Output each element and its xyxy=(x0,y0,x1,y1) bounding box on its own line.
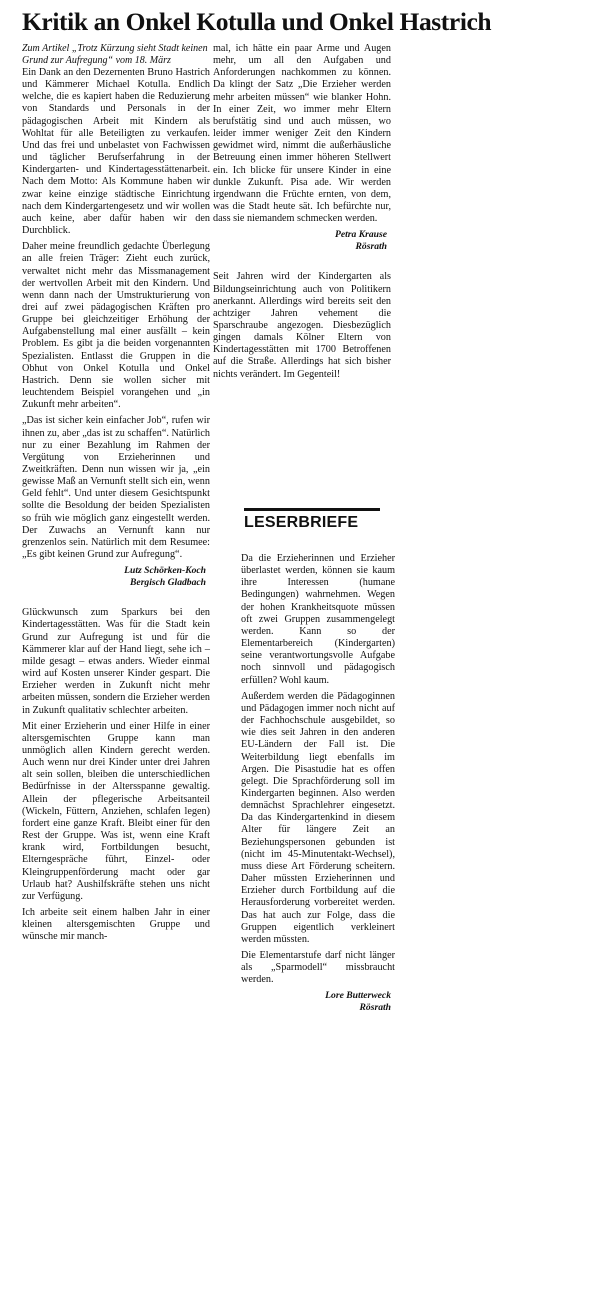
letter2-place: Rösrath xyxy=(355,241,387,253)
letter1-paragraph: Ein Dank an den Dezernenten Bruno Hastrich und Kämmerer Michael Kotulla. Endlich welche, die es kapiert haben die Reduzierung von Standards und Personals in der pädagogischen Arbeit mit Kindern als Wohltat für alle Beteiligten zu verkaufen. Und das frei und unbelastet von Fachwissen und täglicher Berufserfahrung in der Kindergarten- und Kindertagesstättenarbeit. Nach dem Motto: Als Kommune haben wir zwar keine einzige städtische Einrichtung nach dem Kindergartengesetz und wir wollen auch keine, aber dafür haben wir den Durchblick. xyxy=(22,67,210,237)
column-right xyxy=(241,553,395,1022)
letter1-author: Lutz Schörken-Koch xyxy=(124,565,206,577)
letter2-paragraph: Glückwunsch zum Sparkurs bei den Kindertagesstätten. Was für die Stadt kein Grund zur Aufregung ist und für die Kämmerer klar auf der Hand liegt, sehe ich – milde gesagt – etwas anders. Wieder einmal wird auf Kosten unserer Kinder gespart. Die Erzieher werden in Zukunft nicht mehr arbeiten müssen, sondern die Erzieher werden in Zukunft qualitativ schlechter arbeiten. xyxy=(22,607,210,716)
letter3-paragraph: Da die Erzieherinnen und Erzieher überlastet werden, können sie kaum ihre Interessen (humane Bedingungen) wahrnehmen. Wegen der hohen Krankheitsquote müssen oft zwei Gruppen zusammengelegt werden. Kann so der Elementarbereich (Kindergarten) seine verantwortungsvolle Aufgabe noch sinnvoll und pädagogisch erfüllen? Wohl kaum. xyxy=(241,553,395,686)
letter3-author: Lore Butterweck xyxy=(325,990,391,1002)
headline: Kritik an Onkel Kotulla und Onkel Hastrich xyxy=(22,7,492,36)
letter1-place: Bergisch Gladbach xyxy=(130,577,206,589)
letter1-paragraph: „Das ist sicher kein einfacher Job“, rufen wir ihnen zu, aber „das ist zu schaffen“. Natürlich nur zu einer Bezahlung im Rahmen der Vergütung von Erzieherinnen und Zweitkräften. Denn nun wissen wir ja, „ein gewisse Maß an Vernunft stellt sich ein, wenn Geld fehlt“. Und unter diesem Gesichtspunkt sollte die Besoldung der beiden Spezialisten so früh wie möglich ganz eingestellt werden. Der Zuwachs an Vernunft kann nur grenzenlos sein. Natürlich mit dem Resumee: „Es gibt keinen Grund zur Aufregung“. xyxy=(22,415,210,561)
letter1-paragraph: Daher meine freundlich gedachte Überlegung an alle freien Träger: Zieht euch zurück, verwaltet nicht mehr das Missmanagement der wertvollen Arbeit mit den Kindern. Und wenn dann nach der Umstrukturierung von drei auf zwei pädagogischen Kräften pro Gruppe bei gleichzeitiger Erhöhung der Aufgabenstellung mal einer ausfällt – kein Problem. Es gibt ja die beiden vorgenannten Spezialisten. Entlasst die Gruppen in die Obhut von Onkel Kotulla und Onkel Hastrich. Denn sie wollen sicher mit leuchtendem Beispiel vorangehen und „in Zukunft mehr arbeiten“. xyxy=(22,241,210,411)
letter2-paragraph: Mit einer Erzieherin und einer Hilfe in einer altersgemischten Gruppe kann man unmöglich allen Kindern gerecht werden. Auch wenn nur drei Kinder unter drei Jahren alt sein sollen, bleiben die unterschiedlichen Bedürfnisse in der Altersspanne gewaltig. Allein der pflegerische Arbeitsanteil (Wickeln, Füttern, Anziehen, schlafen legen) fordert eine ganze Kraft. Bleibt einer für den Rest der Gruppe. Was ist, wenn eine Kraft krank wird, Fortbildungen besucht, Elterngespräche führt, Einzel- oder Kleingruppenförderung macht oder gar Urlaub hat? Aushilfskräfte stehen uns nicht zur Verfügung. xyxy=(22,720,210,902)
letter3-paragraph: Die Elementarstufe darf nicht länger als „Sparmodell“ missbraucht werden. xyxy=(241,950,395,986)
letter3-place: Rösrath xyxy=(359,1002,391,1014)
letter3-paragraph: Seit Jahren wird der Kindergarten als Bildungseinrichtung auch von Politikern anerkannt. Allerdings wird bereits seit den achtziger Jahren vehement die Sparschraube angezogen. Diesbezüglich gingen damals Kölner Eltern von Kindertagesstätten mit 1700 Betroffenen auf die Straße. Allerdings hat sich bisher nichts verändert. Im Gegenteil! xyxy=(213,271,391,380)
column-left xyxy=(22,43,210,947)
letter3-paragraph: Außerdem werden die Pädagoginnen und Pädagogen immer noch nicht auf der Fachhochschule ausgebildet, so wie dies seit Jahren in den anderen EU-Ländern der Fall ist. Die Weiterbildung liegt ebenfalls im Argen. Die Pisastudie hat es offen gelegt. Die Sprachförderung soll im Kindergarten beginnen. Also werden demnächst Sprachlehrer eingesetzt. Da das Kindergartenkind in diesem Alter für längere Zeit an Beziehungspersonen gebunden ist (nicht im 45-Minutentakt-Wechsel), muss diese Art Förderung scheitern. Daher müssten Erzieherinnen und Erzieher durch Fortbildung auf die Herausforderung vorbereitet werden. Das hat auch zur Folge, dass die Gruppen eigentlich verkleinert werden müssten. xyxy=(241,690,395,945)
letter2-author: Petra Krause xyxy=(335,229,387,241)
column-middle xyxy=(213,43,391,385)
letter2-signature xyxy=(213,229,387,253)
rubric-label: LESERBRIEFE xyxy=(244,514,359,531)
article-reference: Zum Artikel „Trotz Kürzung sieht Stadt keinen Grund zur Aufregung“ vom 18. März xyxy=(22,43,208,66)
letter1-signature xyxy=(22,565,206,589)
letter2-paragraph: Ich arbeite seit einem halben Jahr in einer kleinen altersgemischten Gruppe und wünsche mir manch- xyxy=(22,907,210,943)
rubric-rule xyxy=(244,508,380,511)
letter3-signature xyxy=(241,990,391,1014)
letter2-paragraph: mal, ich hätte ein paar Arme und Augen mehr, um all den Aufgaben und Anforderungen nachkommen zu können. Da klingt der Satz „Die Erzieher werden mehr arbeiten müssen“ wie blanker Hohn. In einer Zeit, wo immer mehr Eltern berufstätig sind und auch müssen, wo leider immer weniger Zeit den Kindern gewidmet wird, nimmt die außerhäusliche Betreuung einen immer höheren Stellwert ein. Ich blicke für unsere Kinder in eine dunkle Zukunft. Pisa ade. Wir werden irgendwann die Früchte ernten, von dem, was die Stadt heute sät. Ich befürchte nur, dass sie niemandem schmecken werden. xyxy=(213,43,391,225)
